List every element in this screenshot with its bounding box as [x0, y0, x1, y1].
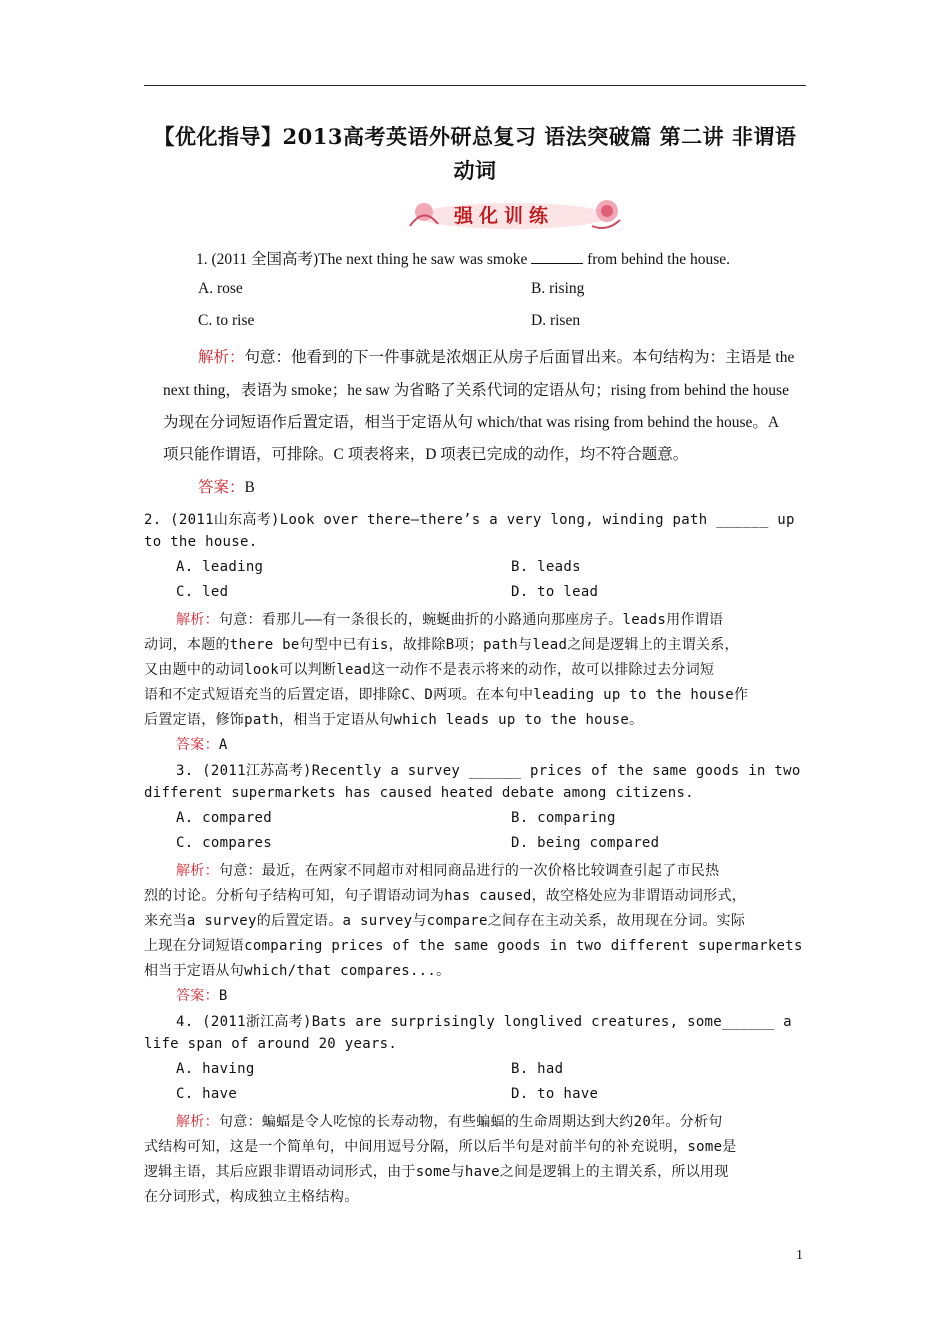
q4-option-c: C. have — [176, 1086, 238, 1102]
q1-option-a: A. rose — [198, 280, 243, 297]
q1-answer — [198, 475, 255, 497]
q3-option-c: C. compares — [176, 835, 273, 851]
q2-option-c: C. led — [176, 584, 229, 600]
q2-analysis-line-4: 语和不定式短语充当的后置定语，即排除C、D两项。在本句中leading up to the house作 — [144, 687, 749, 703]
q2-analysis-text-1: 句意：看那儿——有一条很长的，蜿蜒曲折的小路通向那座房子。leads用作谓语 — [218, 612, 724, 628]
q4-stem-line-2: life span of around 20 years. — [144, 1036, 398, 1052]
q2-stem-line-1: 2. (2011山东高考)Look over there—there’s a very long, winding path ______ up — [144, 512, 795, 528]
q1-analysis-line-4: 项只能作谓语，可排除。C 项表将来，D 项表已完成的动作，均不符合题意。 — [163, 446, 689, 463]
q1-analysis-text-1: 句意：他看到的下一件事就是浓烟正从房子后面冒出来。本句结构为：主语是 the — [244, 349, 795, 366]
q2-stem-line-2: to the house. — [144, 534, 258, 550]
q3-analysis-text-1: 句意：最近，在两家不同超市对相同商品进行的一次价格比较调查引起了市民热 — [218, 863, 720, 879]
q2-analysis-line-1 — [176, 609, 723, 629]
q1-option-b: B. rising — [531, 280, 585, 297]
q4-analysis-line-2: 式结构可知，这是一个简单句，中间用逗号分隔，所以后半句是对前半句的补充说明，some是 — [144, 1139, 737, 1155]
q3-option-b: B. comparing — [511, 810, 616, 826]
document-title — [144, 120, 806, 188]
banner-label: 强化训练 — [454, 205, 555, 227]
q4-analysis-line-1 — [176, 1111, 723, 1131]
q2-answer-label: 答案： — [176, 737, 219, 753]
q2-option-b: B. leads — [511, 559, 581, 575]
q2-option-a: A. leading — [176, 559, 264, 575]
q4-analysis-line-4: 在分词形式，构成独立主格结构。 — [144, 1189, 359, 1205]
q3-analysis-line-2: 烈的讨论。分析句子结构可知，句子谓语动词为has caused，故空格处应为非谓语动词形式， — [144, 888, 747, 904]
q3-answer-label: 答案： — [176, 988, 219, 1004]
q4-stem-line-1: 4. (2011浙江高考)Bats are surprisingly longlived creatures, some______ a — [176, 1014, 792, 1030]
q1-stem-pre: 1. (2011 全国高考)The next thing he saw was smoke — [196, 251, 528, 268]
title-line-1: 【优化指导】2013高考英语外研总复习 语法突破篇 第二讲 非谓语 — [153, 124, 797, 149]
q4-option-a: A. having — [176, 1061, 255, 1077]
q1-answer-value: B — [244, 479, 255, 496]
q4-analysis-text-1: 句意：蝙蝠是令人吃惊的长寿动物，有些蝙蝠的生命周期达到大约20年。分析句 — [218, 1114, 723, 1130]
q4-option-b: B. had — [511, 1061, 564, 1077]
q2-analysis-label: 解析： — [176, 612, 219, 628]
q2-answer-value: A — [218, 737, 228, 753]
q2-analysis-line-5: 后置定语，修饰path，相当于定语从句which leads up to the house。 — [144, 712, 644, 728]
q3-analysis-line-3: 来充当a survey的后置定语。a survey与compare之间存在主动关系，故用现在分词。实际 — [144, 913, 746, 929]
q3-option-d: D. being compared — [511, 835, 660, 851]
q3-stem-line-1: 3. (2011江苏高考)Recently a survey ______ prices of the same goods in two — [176, 763, 801, 779]
q4-option-d: D. to have — [511, 1086, 599, 1102]
practice-banner — [402, 196, 624, 234]
page-number: 1 — [796, 1248, 803, 1263]
q4-analysis-label: 解析： — [176, 1114, 219, 1130]
q2-analysis-line-2: 动词，本题的there be句型中已有is，故排除B项；path与lead之间是逻辑上的主谓关系， — [144, 637, 739, 653]
q1-blank — [531, 251, 583, 264]
q1-analysis-line-1 — [198, 345, 794, 367]
header-rule — [144, 85, 806, 86]
q3-analysis-line-5: 相当于定语从句which/that compares...。 — [144, 963, 451, 979]
q4-analysis-line-3: 逻辑主语，其后应跟非谓语动词形式，由于some与have之间是逻辑上的主谓关系，所以用现 — [144, 1164, 729, 1180]
q3-option-a: A. compared — [176, 810, 273, 826]
q3-analysis-line-4: 上现在分词短语comparing prices of the same goods in two different supermarkets — [144, 938, 803, 954]
q1-analysis-label: 解析： — [198, 349, 245, 366]
q2-answer — [176, 734, 228, 754]
q1-analysis-line-3: 为现在分词短语作后置定语，相当于定语从句 which/that was rising from behind the house。A — [163, 414, 780, 431]
q1-stem — [196, 247, 730, 269]
q1-stem-post: from behind the house. — [587, 251, 730, 268]
q2-analysis-line-3: 又由题中的动词look可以判断lead这一动作不是表示将来的动作，故可以排除过去分词短 — [144, 662, 715, 678]
q3-answer-value: B — [218, 988, 228, 1004]
q3-answer — [176, 985, 228, 1005]
q3-stem-line-2: different supermarkets has caused heated debate among citizens. — [144, 785, 694, 801]
q3-analysis-line-1 — [176, 860, 719, 880]
q3-analysis-label: 解析： — [176, 863, 219, 879]
q1-analysis-line-2: next thing，表语为 smoke；he saw 为省略了关系代词的定语从句；rising from behind the house — [163, 382, 789, 399]
q1-option-c: C. to rise — [198, 312, 255, 329]
title-line-2: 动词 — [453, 158, 497, 183]
q1-answer-label: 答案： — [198, 479, 245, 496]
q2-option-d: D. to lead — [511, 584, 599, 600]
q1-option-d: D. risen — [531, 312, 581, 329]
